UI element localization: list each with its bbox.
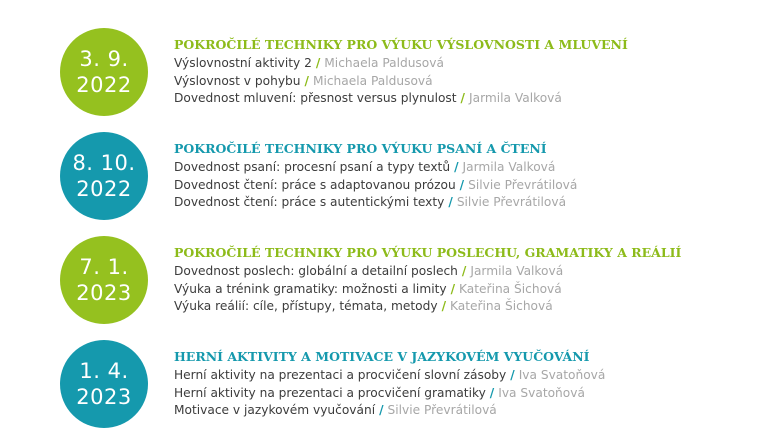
- date-badge: [60, 132, 148, 220]
- topic: Motivace v jazykovém vyučování: [174, 403, 376, 417]
- session-title: POKROČILÉ TECHNIKY PRO VÝUKU PSANÍ A ČTENÍ: [174, 141, 547, 156]
- topic: Dovednost mluvení: přesnost versus plynulost: [174, 91, 457, 105]
- date-badge: [60, 236, 148, 324]
- session-3: [0, 238, 768, 338]
- separator: /: [315, 56, 321, 70]
- list-item: [174, 402, 768, 420]
- topic: Dovednost poslech: globální a detailní poslech: [174, 264, 458, 278]
- author: Iva Svatoňová: [518, 368, 606, 382]
- author: Silvie Převrátilová: [456, 195, 567, 209]
- separator: /: [454, 160, 459, 174]
- session-2: [0, 134, 768, 234]
- list-item: [174, 298, 768, 316]
- author: Jarmila Valková: [469, 91, 562, 105]
- topic: Dovednost čtení: práce s adaptovanou prózou: [174, 177, 456, 192]
- author: Iva Svatoňová: [498, 385, 585, 400]
- separator: /: [489, 385, 495, 400]
- topic: Dovednost čtení: práce s autentickými texty: [174, 195, 445, 209]
- date-day-month: 1. 4.: [79, 359, 129, 383]
- date-badge: [60, 340, 148, 428]
- author: Kateřina Šichová: [459, 281, 562, 296]
- author: Silvie Převrátilová: [468, 177, 578, 192]
- date-day-month: 3. 9.: [79, 47, 129, 71]
- date-year: 2023: [76, 281, 132, 305]
- separator: /: [460, 91, 465, 105]
- topic: Dovednost psaní: procesní psaní a typy textů: [174, 160, 451, 174]
- session-4: [0, 342, 768, 442]
- topic: Výslovnostní aktivity 2: [174, 56, 312, 70]
- separator: /: [441, 299, 447, 313]
- topic: Výuka a trénink gramatiky: možnosti a limity: [174, 281, 447, 296]
- topic: Herní aktivity na prezentaci a procvičení gramatiky: [174, 385, 486, 400]
- list-item: [174, 55, 768, 73]
- date-year: 2022: [76, 177, 132, 201]
- topic: Výuka reálií: cíle, přístupy, témata, metody: [174, 299, 438, 313]
- separator: /: [510, 368, 515, 382]
- date-day-month: 7. 1.: [79, 255, 129, 279]
- list-item: [174, 385, 768, 403]
- separator: /: [459, 177, 465, 192]
- list-item: [174, 281, 768, 299]
- separator: /: [379, 403, 384, 417]
- list-item: [174, 177, 768, 195]
- author: Kateřina Šichová: [450, 299, 553, 313]
- date-day-month: 8. 10.: [72, 151, 136, 175]
- topic: Herní aktivity na prezentaci a procvičení slovní zásoby: [174, 368, 507, 382]
- author: Michaela Paldusová: [324, 56, 444, 70]
- session-1: [0, 30, 768, 130]
- list-item: [174, 159, 768, 177]
- topic: Výslovnost v pohybu: [174, 73, 301, 88]
- list-item: [174, 73, 768, 91]
- author: Michaela Paldusová: [312, 73, 433, 88]
- separator: /: [450, 281, 456, 296]
- list-item: [174, 194, 768, 212]
- session-title: POKROČILÉ TECHNIKY PRO VÝUKU VÝSLOVNOSTI A MLUVENÍ: [174, 37, 628, 52]
- separator: /: [448, 195, 453, 209]
- list-item: [174, 367, 768, 385]
- separator: /: [304, 73, 309, 88]
- separator: /: [461, 264, 467, 278]
- author: Jarmila Valková: [470, 264, 564, 278]
- list-item: [174, 90, 768, 108]
- list-item: [174, 263, 768, 281]
- session-title: POKROČILÉ TECHNIKY PRO VÝUKU POSLECHU, GRAMATIKY A REÁLIÍ: [174, 245, 682, 260]
- author: Silvie Převrátilová: [387, 403, 497, 417]
- session-title: HERNÍ AKTIVITY A MOTIVACE V JAZYKOVÉM VYUČOVÁNÍ: [174, 349, 590, 364]
- date-badge: [60, 28, 148, 116]
- date-year: 2023: [76, 385, 132, 409]
- author: Jarmila Valková: [462, 160, 556, 174]
- date-year: 2022: [76, 73, 132, 97]
